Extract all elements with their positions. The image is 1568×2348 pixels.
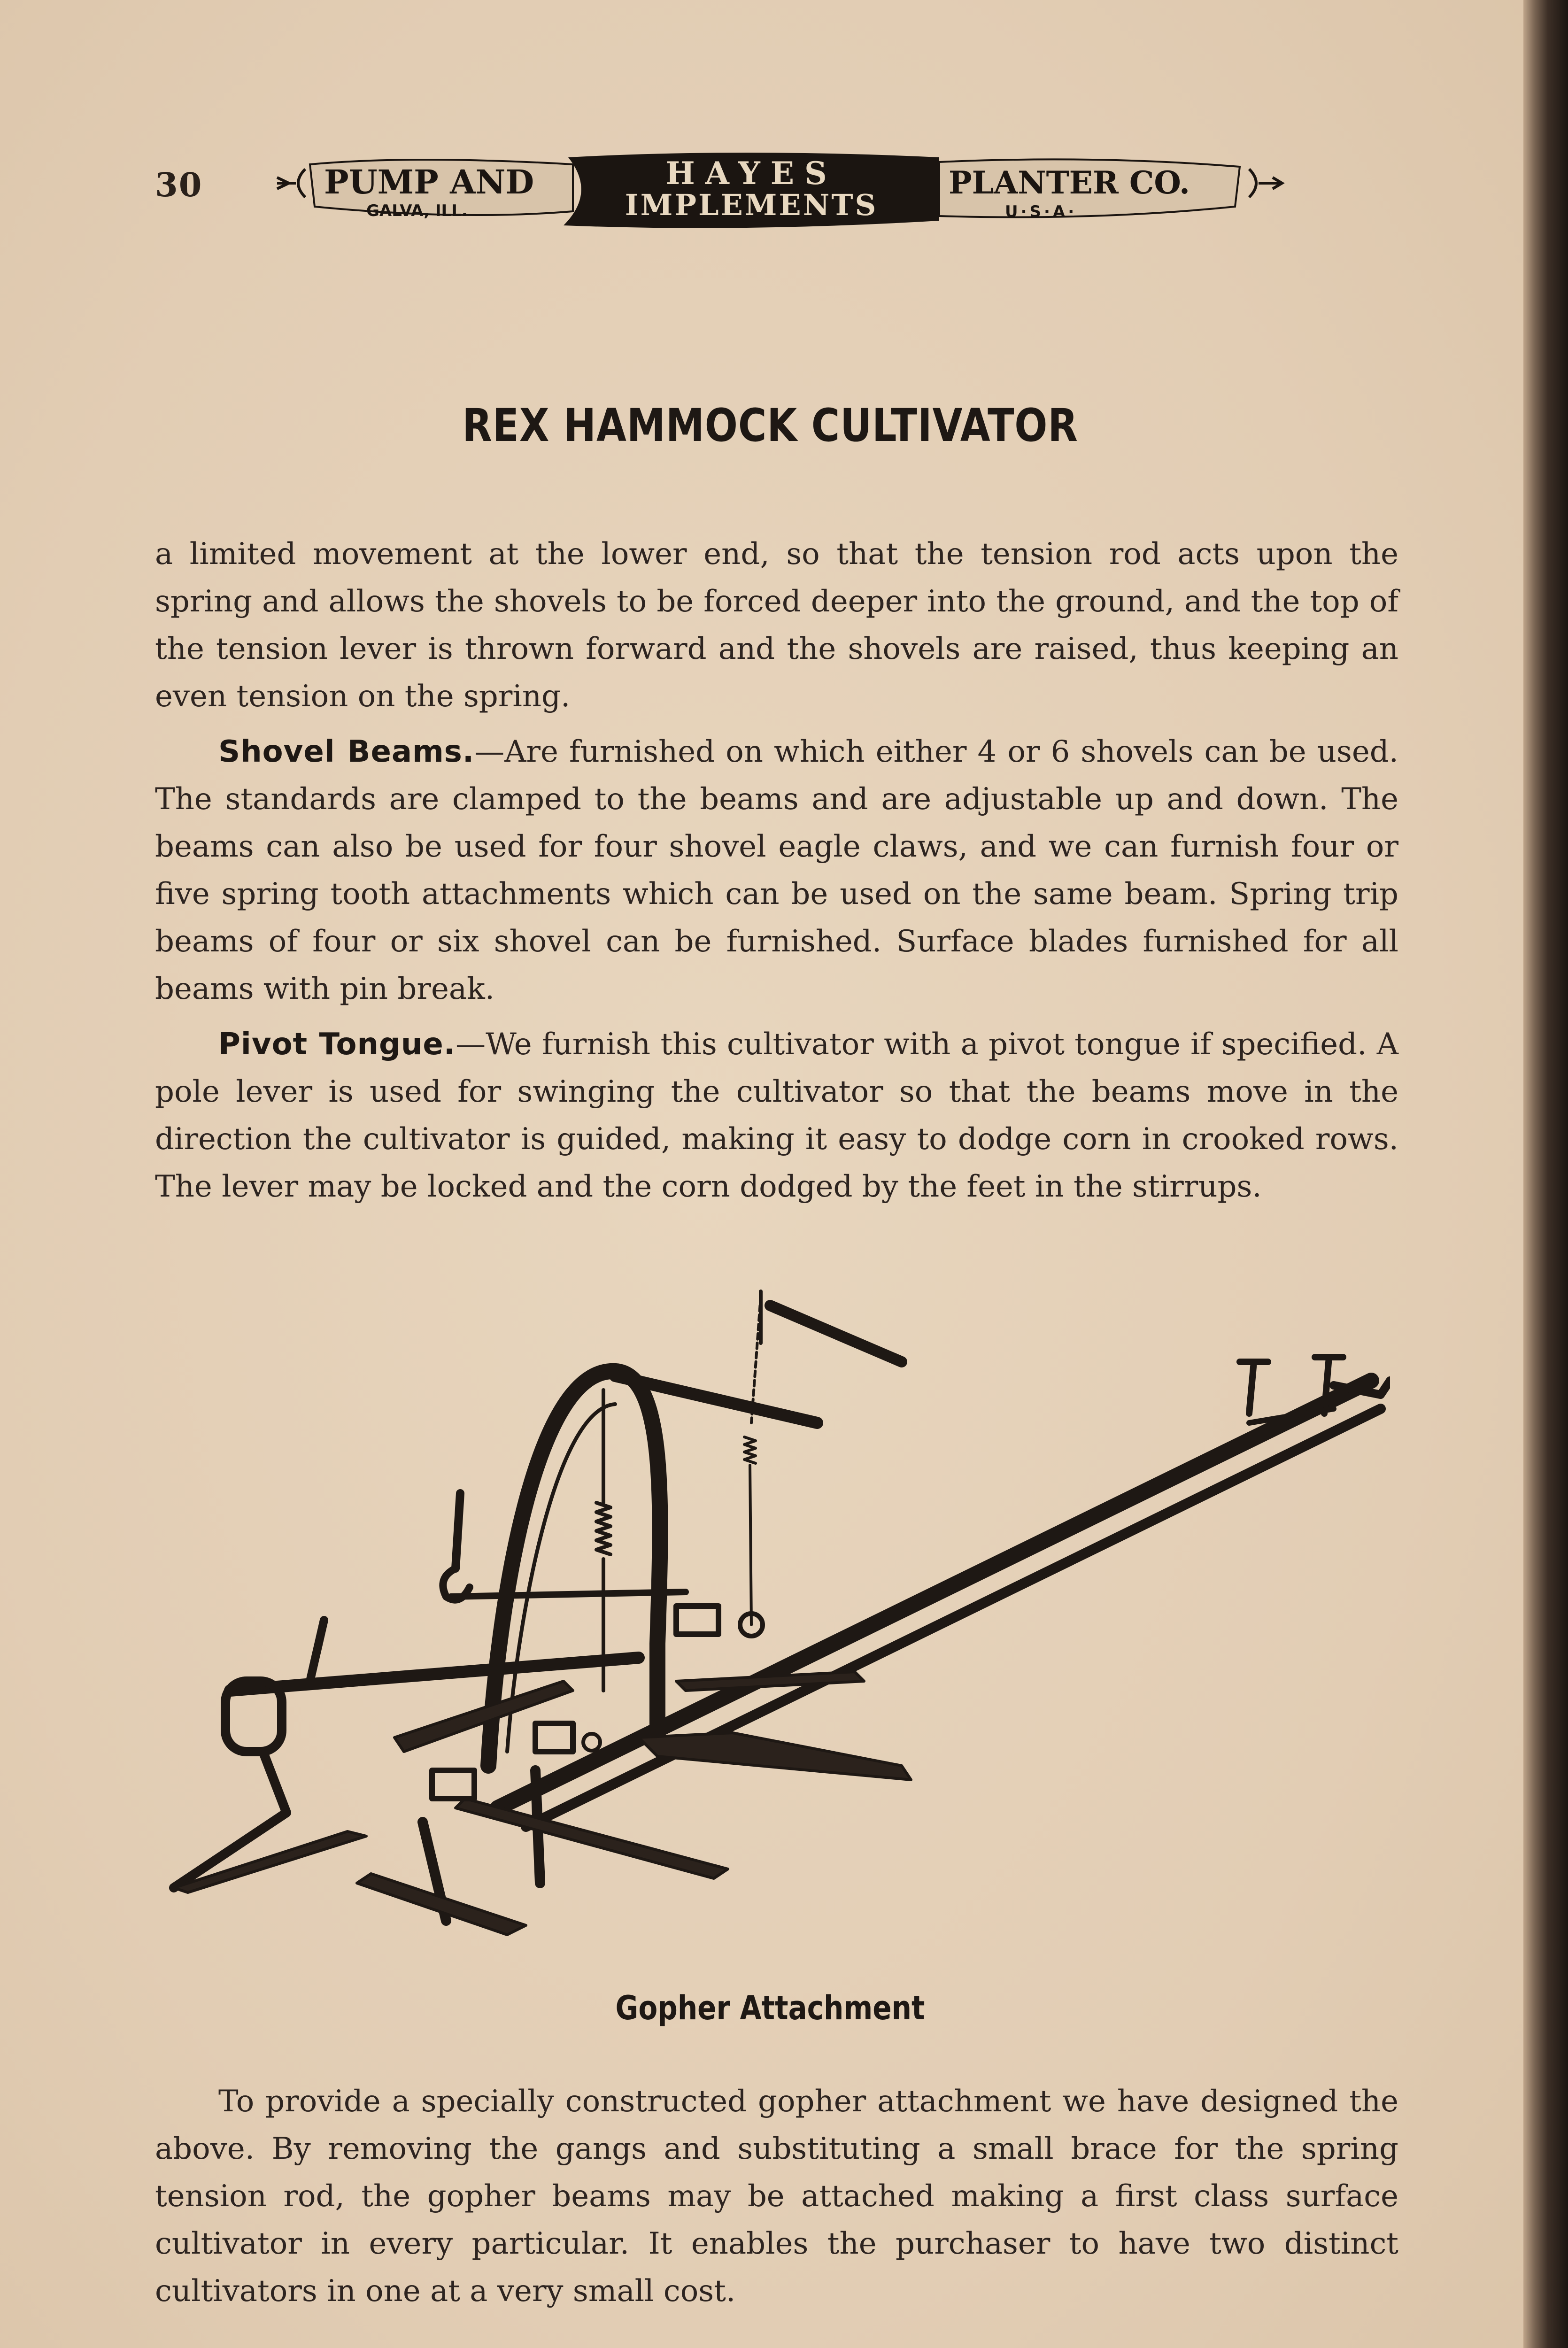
left-flourish-icon xyxy=(277,178,296,189)
body-text xyxy=(155,531,1398,1219)
paragraph-text: a limited movement at the lower end, so that the tension rod acts upon the spring and allows the shovels to be forced deeper into the ground, and the top of the tension lever is thrown forward and the shovels are raised, thus keeping an even tension on the spring. xyxy=(155,537,1398,714)
section-heading-shovel-beams: Shovel Beams. xyxy=(218,734,475,769)
company-logo-banner xyxy=(272,150,1287,235)
illustration-caption: Gopher Attachment xyxy=(615,1989,925,2027)
paragraph-pivot-tongue xyxy=(155,1021,1398,1211)
paragraph-text: —We furnish this cultivator with a pivot tongue if specified. A pole lever is used for swinging the cultivator so that the beams move in the direction the cultivator is guided, making it easy to dodge corn in crooked rows. The lever may be locked and the corn dodged by the feet in the stirrups. xyxy=(155,1027,1399,1204)
paragraph-text: To provide a specially constructed gopher attachment we have designed the above. By removing the gangs and substituting a small brace for the spring tension rod, the gopher beams may be attached making a first class surface cultivator in every particular. It enables the purchaser to have two distinct cultivators in one at a very small cost. xyxy=(155,2084,1398,2309)
logo-left-top: PUMP AND xyxy=(324,162,534,201)
paragraph-gopher-attachment xyxy=(155,2078,1398,2315)
book-spine-shadow xyxy=(1523,0,1568,2348)
logo-right-bottom: U·S·A· xyxy=(1005,202,1077,221)
logo-left-bottom: GALVA, ILL. xyxy=(366,201,468,220)
section-heading-pivot-tongue: Pivot Tongue. xyxy=(218,1027,456,1062)
right-flourish-icon xyxy=(1249,169,1256,197)
paragraph-text: —Are furnished on which either 4 or 6 shovels can be used. The standards are clamped to the beams and are adjustable up and down. The beams can also be used for four shovel eagle claws, and we can furnish four or five spring tooth attachments which can be used on the same beam. Spring trip beams of four or six shovel can be furnished. Surface blades furnished for all beams with pin break. xyxy=(155,734,1399,1006)
paragraph-continuation xyxy=(155,531,1398,720)
paragraph-shovel-beams xyxy=(155,728,1398,1013)
closing-text xyxy=(155,2078,1398,2323)
logo-center-bottom: IMPLEMENTS xyxy=(625,188,878,222)
logo-center-top: HAYES xyxy=(665,155,837,192)
page-title: REX HAMMOCK CULTIVATOR xyxy=(462,399,1078,452)
gopher-attachment-illustration xyxy=(169,1268,1390,1986)
page-number: 30 xyxy=(155,165,203,204)
logo-right-top: PLANTER CO. xyxy=(949,164,1190,201)
